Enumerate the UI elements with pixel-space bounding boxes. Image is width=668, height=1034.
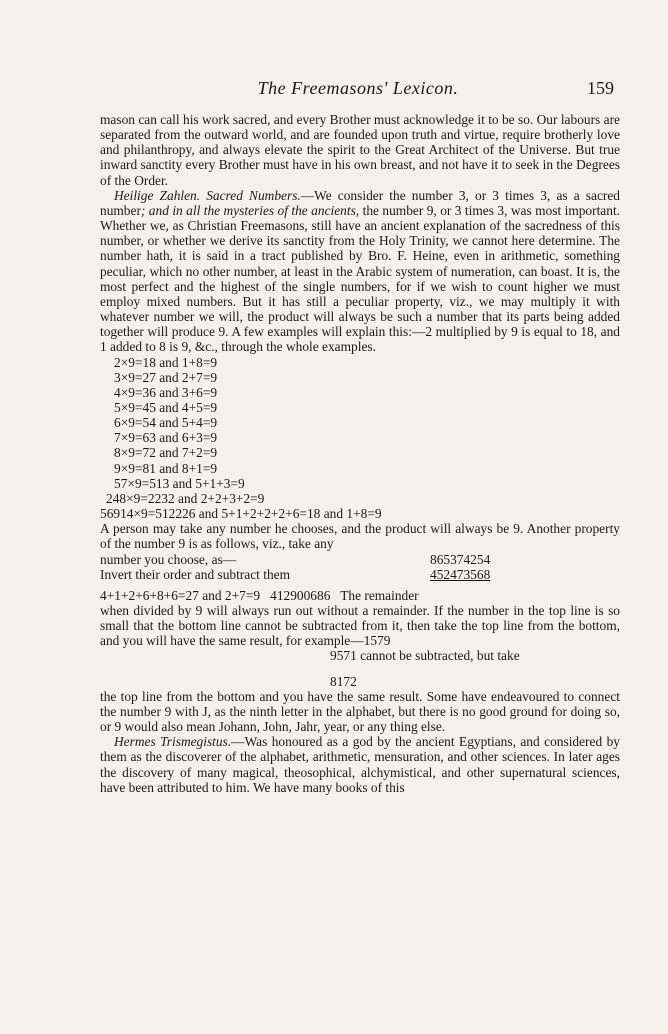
example-line: 8×9=72 and 7+2=9 [114, 445, 218, 461]
paragraph-sacred-numbers [100, 188, 620, 355]
example-line: 9×9=81 and 8+1=9 [114, 460, 218, 476]
subtraction-label: Invert their order and subtract them [100, 566, 290, 582]
entry-body: —Was honoured as a god by the ancient Egyptians, and considered by them as the discoverer of the alphabet, arithmetic, mensuration, and other sciences. In later ages the discovery of many magical, theosophical, alchymistical, and other supernatural sciences, have been attributed to him. We have many books of this [100, 734, 620, 795]
subtraction-result-line: 4+1+2+6+8+6=27 and 2+7=9 412900686 The remainder [100, 587, 419, 603]
subtraction-number: 865374254 [430, 551, 491, 567]
reverse-subtraction-example [100, 648, 620, 688]
example-line: 57×9=513 and 5+1+3=9 [114, 475, 245, 491]
example-line: 6×9=54 and 5+4=9 [114, 415, 218, 431]
example-line: 248×9=2232 and 2+2+3+2=9 [106, 490, 265, 506]
reverse-subtraction-line: 9571 cannot be subtracted, but take [330, 648, 520, 664]
subtraction-label: number you choose, as— [100, 551, 237, 567]
page-body [100, 112, 620, 795]
running-header [100, 78, 616, 100]
example-line: 2×9=18 and 1+8=9 [114, 354, 218, 370]
entry-body: the number 9, or 3 times 3, was most important. Whether we, as Christian Freemasons, still have an ancient explanation of the sacredness of this number, or whether we derive its sanctity from the Holy Trinity, we cannot here determine. The number hath, it is said in a tract published by Bro. F. Heine, even in arithmetic, something peculiar, which no other number, at least in the Arabic system of numeration, can boast. It is, the most perfect and the highest of the single numbers, for if we wish to count higher we must employ mixed numbers. But it has still a peculiar property, viz., we may multiply it with whatever number we will, the product will always be such a number that its parts being added together will produce 9. A few examples will explain this:—2 multiplied by 9 is equal to 18, and 1 added to 8 is 9, &c., through the whole examples. [100, 202, 621, 355]
entry-term-tail-italic: ; and in all the mysteries of the ancients, [140, 202, 360, 218]
entry-term-heilige-zahlen: Heilige Zahlen. Sacred Numbers. [114, 187, 301, 203]
paragraph-number-nine-j: the top line from the bottom and you have the same result. Some have endeavoured to connect the number 9 with J, as the ninth letter in the alphabet, but there is no good ground for doing so, or 9 would also mean Johann, John, Jahr, year, or any thing else. [100, 688, 620, 735]
subtraction-number: 452473568 [430, 566, 491, 582]
paragraph-sacred-work: mason can call his work sacred, and every Brother must acknowledge it to be so. Our labours are separated from the outward world, and are founded upon truth and virtue, require brotherly love and philanthropy, and always elevate the spirit to the Great Architect of the Universe. But true inward sanctity every Brother must have in his own breast, and not have it to seek in the Degrees of the Order. [100, 112, 620, 188]
subtraction-example [100, 552, 620, 603]
example-line: 7×9=63 and 6+3=9 [114, 430, 218, 446]
entry-term-hermes: Hermes Trismegistus. [114, 734, 232, 750]
example-line: 3×9=27 and 2+7=9 [114, 369, 218, 385]
example-line: 56914×9=512226 and 5+1+2+2+2+6=18 and 1+8=9 [100, 506, 382, 522]
running-title: The Freemasons' Lexicon. [257, 78, 459, 98]
example-line: 4×9=36 and 3+6=9 [114, 384, 218, 400]
example-line: 5×9=45 and 4+5=9 [114, 399, 218, 415]
subtraction-row-1 [100, 552, 620, 567]
subtraction-row-2 [100, 567, 620, 582]
paragraph-hermes-trismegistus [100, 734, 620, 795]
page-number: 159 [587, 78, 614, 98]
paragraph-another-property: A person may take any number he chooses, and the product will always be 9. Another property of the number 9 is as follows, viz., take any [100, 521, 620, 552]
examples-list [100, 355, 620, 522]
reverse-subtraction-result: 8172 [330, 673, 357, 689]
entry-term-tail: —We consider the number 3, or 3 times 3, as a sacred number [100, 187, 620, 218]
paragraph-remainder: when divided by 9 will always run out without a remainder. If the number in the top line is so small that the bottom line cannot be subtracted from it, then take the top line from the bottom, and you will have the same result, for example—1579 [100, 603, 620, 649]
